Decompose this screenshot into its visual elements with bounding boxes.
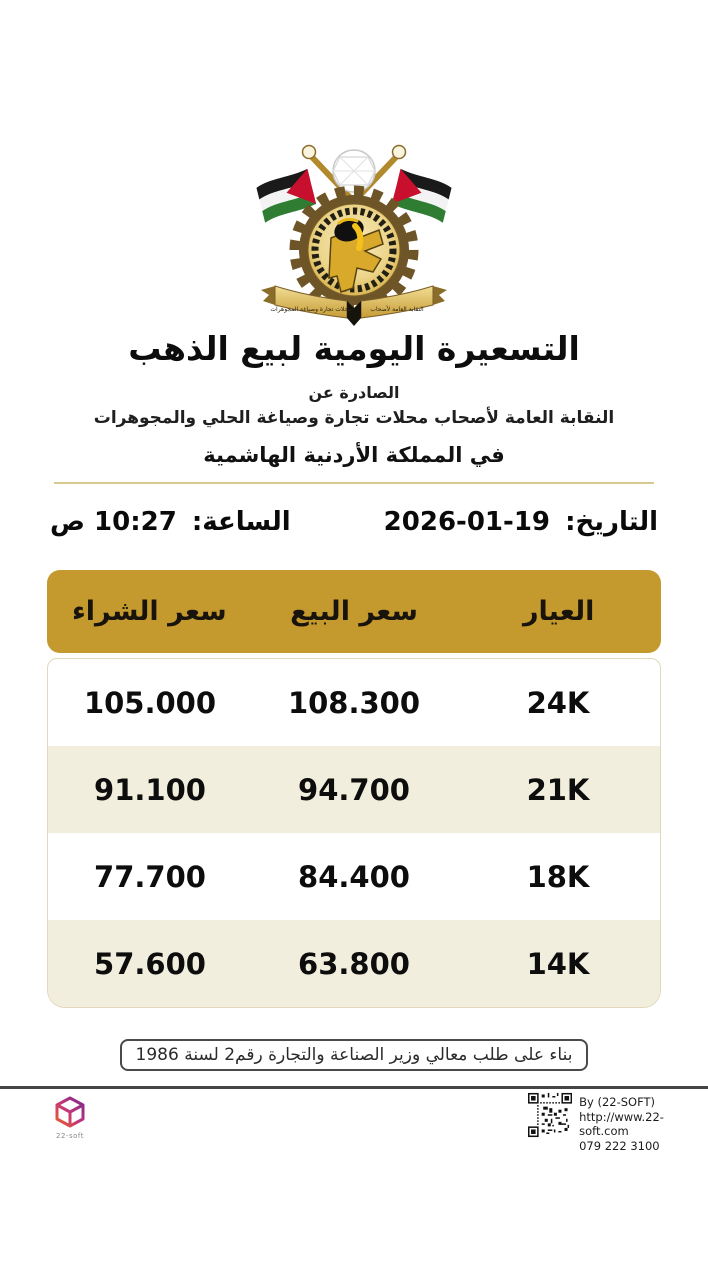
vendor-brand-label: 22-soft xyxy=(56,1132,84,1140)
date-label: التاريخ: xyxy=(565,507,658,537)
page-title: التسعيرة اليومية لبيع الذهب xyxy=(128,329,580,368)
price-table-body xyxy=(47,658,661,1008)
karat-cell: 18K xyxy=(526,859,590,894)
time-label: الساعة: xyxy=(191,507,291,537)
sell-price-cell: 108.300 xyxy=(287,685,421,720)
syndicate-logo xyxy=(247,138,461,328)
price-row-21k xyxy=(48,746,660,833)
date-value: 19-01-2026 xyxy=(383,507,551,537)
sell-price-cell: 94.700 xyxy=(298,772,410,807)
buy-price-cell: 57.600 xyxy=(94,946,206,981)
vendor-logo-block xyxy=(48,1094,92,1140)
issued-by-line: الصادرة عن xyxy=(308,383,400,402)
footer-divider xyxy=(0,1086,708,1089)
sell-price-cell: 84.400 xyxy=(298,859,410,894)
column-header-buy: سعر الشراء xyxy=(71,596,227,627)
price-row-24k xyxy=(48,659,660,746)
ribbon-left-text: محلات تجارة وصياغة المجوهرات xyxy=(270,306,352,313)
jordan-flag-right-icon xyxy=(390,169,453,223)
karat-cell: 14K xyxy=(526,946,590,981)
price-row-14k xyxy=(48,920,660,1007)
vendor-by-line: By (22-SOFT) xyxy=(579,1095,656,1109)
gold-divider xyxy=(54,482,654,484)
qr-code-icon xyxy=(528,1092,572,1138)
date-field xyxy=(384,500,658,544)
karat-cell: 24K xyxy=(526,685,590,720)
vendor-contact-text xyxy=(579,1092,708,1153)
vendor-url: http://www.22-soft.com xyxy=(579,1109,664,1138)
vendor-contact-block xyxy=(528,1092,708,1153)
datetime-row xyxy=(0,500,708,544)
column-header-karat: العيار xyxy=(523,596,595,627)
time-value: 10:27 ص xyxy=(50,507,177,537)
price-row-18k xyxy=(48,833,660,920)
buy-price-cell: 77.700 xyxy=(94,859,206,894)
column-header-sell: سعر البيع xyxy=(290,596,418,627)
time-field xyxy=(50,500,291,544)
syndicate-logo-graphic xyxy=(247,138,461,330)
buy-price-cell: 105.000 xyxy=(83,685,217,720)
sell-price-cell: 63.800 xyxy=(298,946,410,981)
footnote-container xyxy=(0,1039,708,1071)
vendor-phone: 079 222 3100 xyxy=(579,1138,660,1153)
syndicate-name-line: النقابة العامة لأصحاب محلات تجارة وصياغة الحلي والمجوهرات xyxy=(93,408,615,428)
price-table-header xyxy=(47,570,661,653)
buy-price-cell: 91.100 xyxy=(94,772,206,807)
karat-cell: 21K xyxy=(526,772,590,807)
country-line: في المملكة الأردنية الهاشمية xyxy=(203,443,505,467)
ministerial-footnote: بناء على طلب معالي وزير الصناعة والتجارة رقم2 لسنة 1986 xyxy=(120,1039,589,1071)
diamond-gem-icon xyxy=(333,150,375,192)
ribbon-right-text: النقابة العامة لأصحاب xyxy=(370,306,424,313)
cube-logo-icon xyxy=(52,1094,88,1130)
